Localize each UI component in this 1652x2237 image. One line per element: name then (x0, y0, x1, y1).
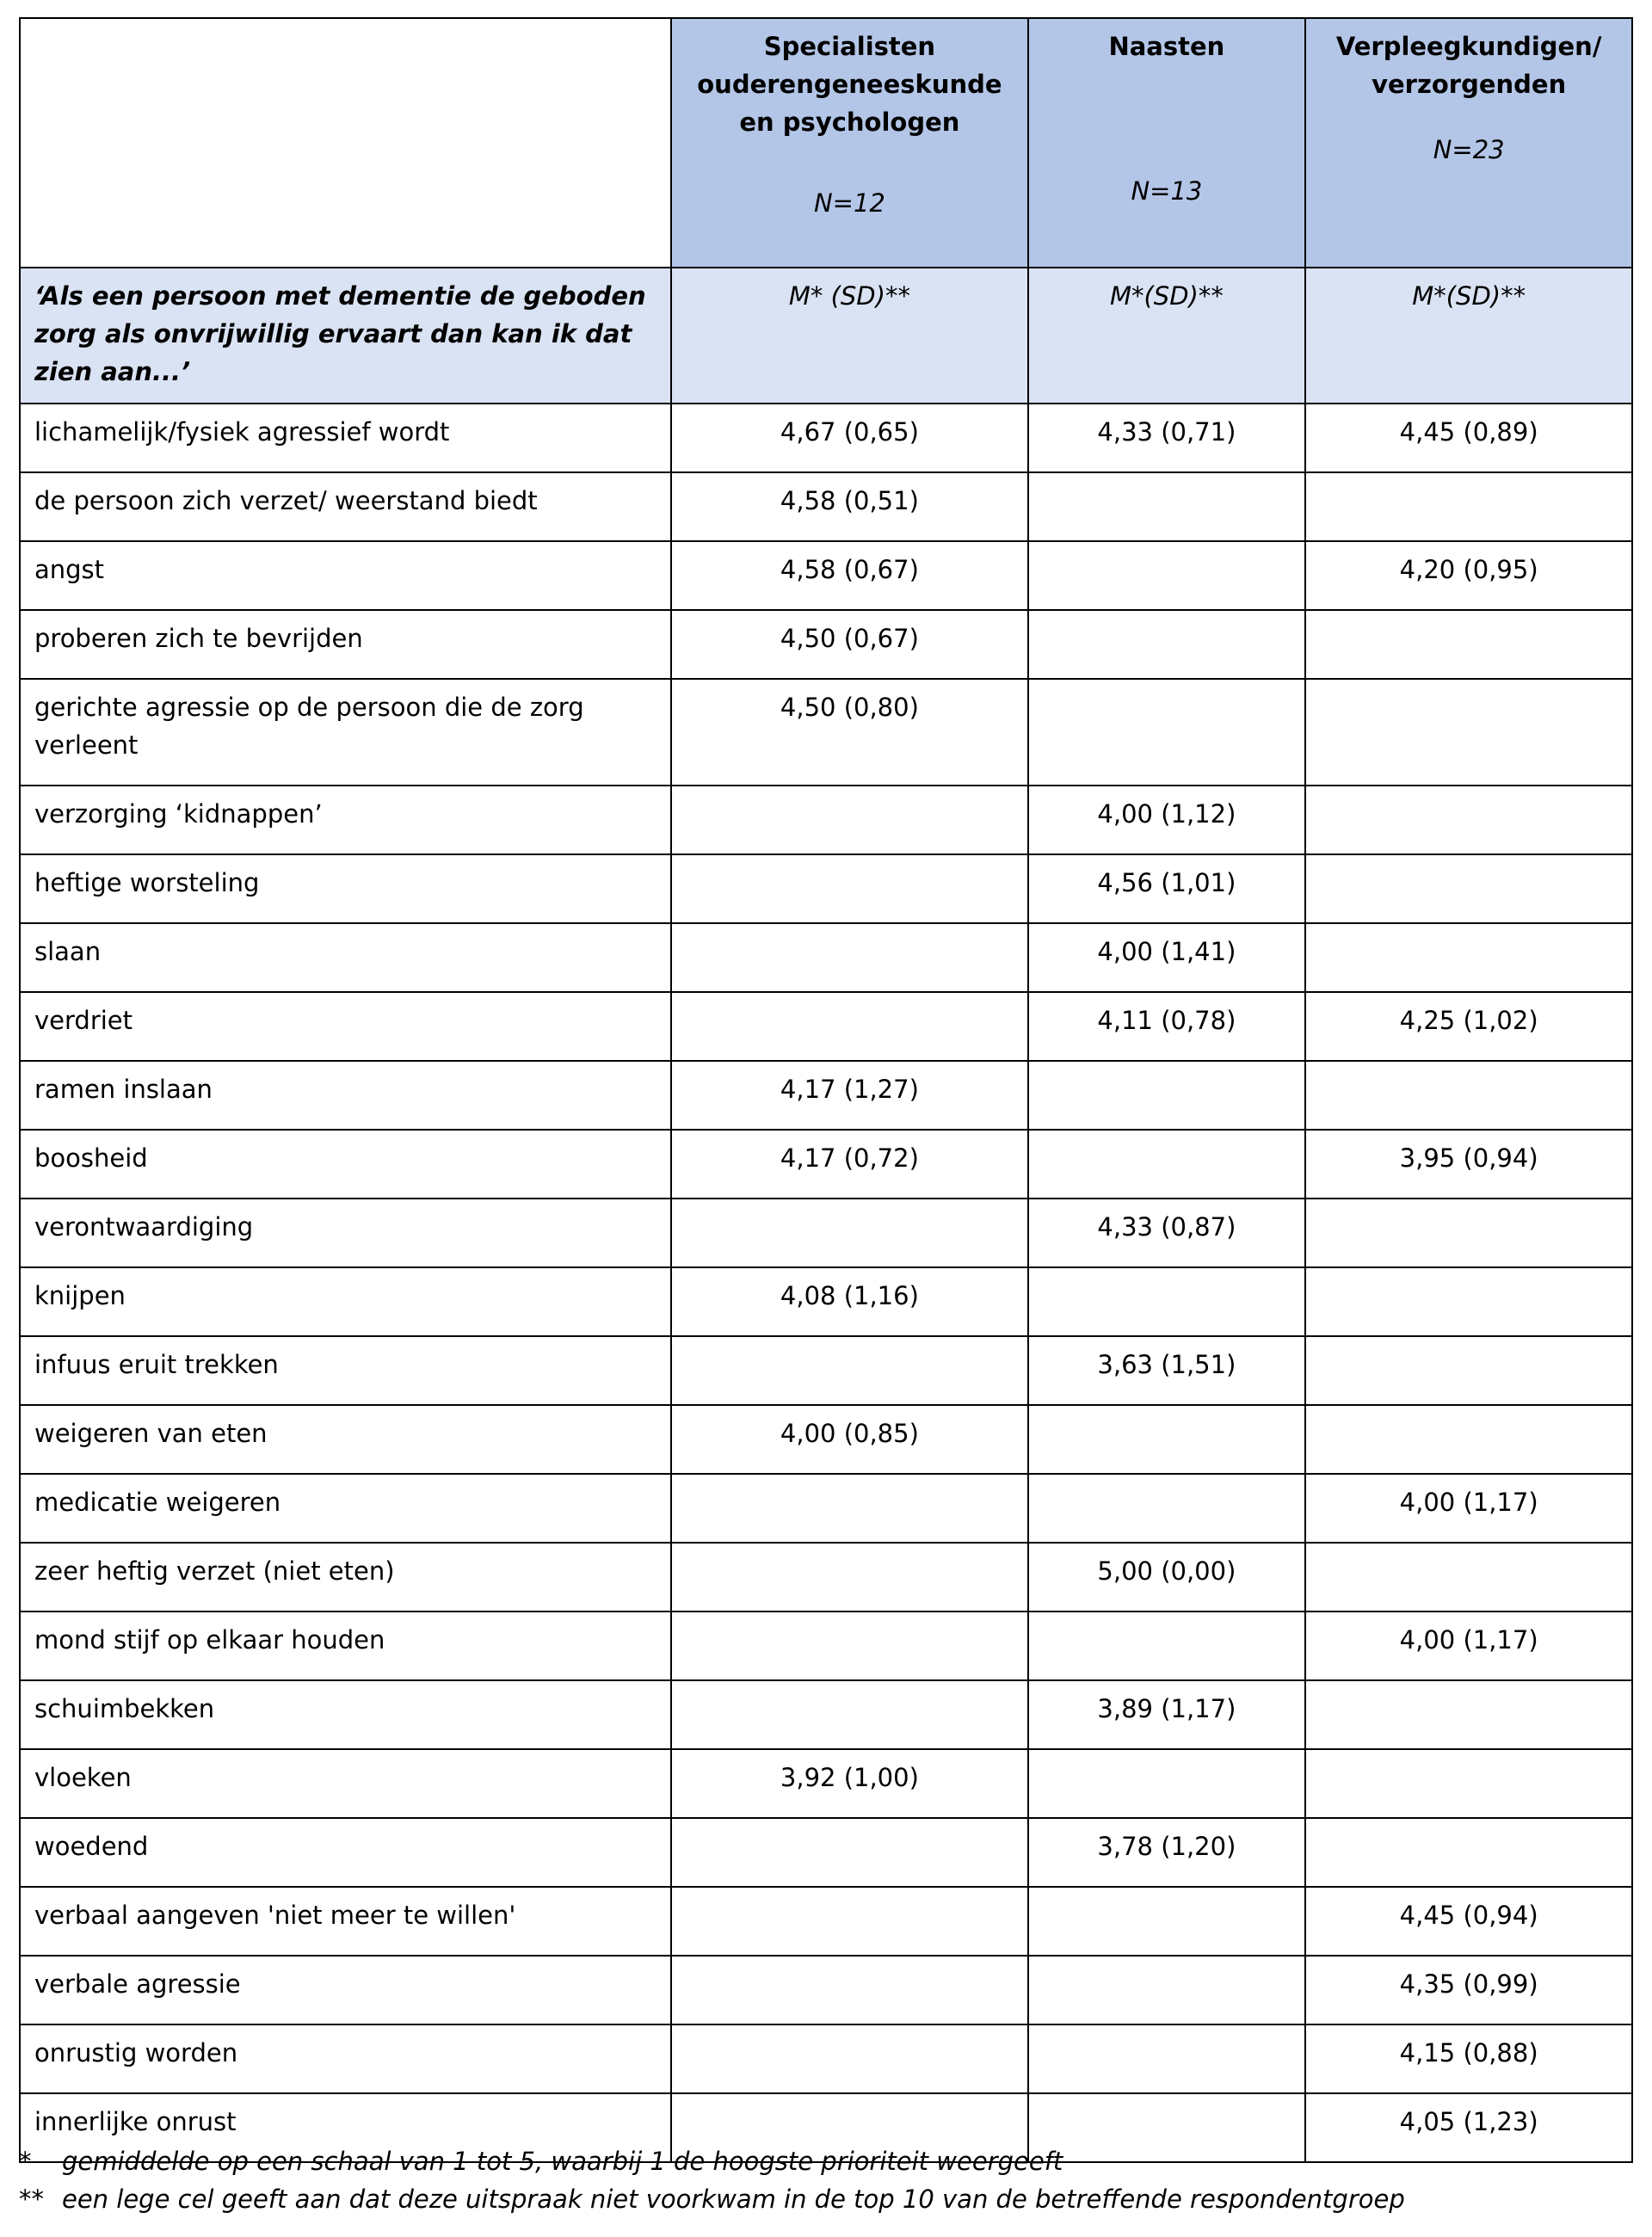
value-nurses: 4,45 (0,94) (1305, 1887, 1632, 1956)
table-body (20, 268, 1632, 2162)
value-specialists: 4,00 (0,85) (671, 1405, 1027, 1474)
value-specialists (671, 992, 1027, 1061)
row-label: verontwaardiging (20, 1199, 671, 1267)
table-row (20, 1543, 1632, 1612)
value-nurses (1305, 1749, 1632, 1818)
value-relatives: 4,33 (0,71) (1028, 404, 1306, 472)
row-label: innerlijke onrust (20, 2093, 671, 2162)
table-row (20, 786, 1632, 854)
row-label: zeer heftig verzet (niet eten) (20, 1543, 671, 1612)
value-specialists: 3,92 (1,00) (671, 1749, 1027, 1818)
row-label: ramen inslaan (20, 1061, 671, 1130)
row-label: verzorging ‘kidnappen’ (20, 786, 671, 854)
row-label: lichamelijk/fysiek agressief wordt (20, 404, 671, 472)
value-specialists (671, 1956, 1027, 2024)
row-label: mond stijf op elkaar houden (20, 1612, 671, 1680)
value-nurses: 3,95 (0,94) (1305, 1130, 1632, 1199)
value-relatives: 4,00 (1,41) (1028, 923, 1306, 992)
value-nurses: 4,00 (1,17) (1305, 1474, 1632, 1543)
table-row (20, 1130, 1632, 1199)
row-label: angst (20, 541, 671, 610)
value-nurses (1305, 854, 1632, 923)
table-row (20, 1612, 1632, 1680)
value-relatives (1028, 679, 1306, 786)
row-label: gerichte agressie op de persoon die de zorg verleent (20, 679, 671, 786)
row-label: proberen zich te bevrijden (20, 610, 671, 679)
header-relatives-title: Naasten (1108, 32, 1225, 61)
value-nurses (1305, 1061, 1632, 1130)
table-row (20, 1336, 1632, 1405)
table-row (20, 992, 1632, 1061)
value-relatives (1028, 1405, 1306, 1474)
value-nurses: 4,45 (0,89) (1305, 404, 1632, 472)
value-nurses (1305, 923, 1632, 992)
header-relatives (1028, 18, 1306, 268)
row-label: medicatie weigeren (20, 1474, 671, 1543)
footnote-text: een lege cel geeft aan dat deze uitspraak niet voorkwam in de top 10 van de betreffende respondentgroep (62, 2185, 1405, 2214)
table-row (20, 679, 1632, 786)
value-specialists: 4,17 (0,72) (671, 1130, 1027, 1199)
prompt-cell: ‘Als een persoon met dementie de geboden zorg als onvrijwillig ervaart dan kan ik dat zien aan...’ (20, 268, 671, 404)
table-row (20, 1267, 1632, 1336)
value-specialists: 4,58 (0,51) (671, 472, 1027, 541)
value-relatives (1028, 1887, 1306, 1956)
table-row (20, 1887, 1632, 1956)
header-nurses-title: Verpleegkundigen/ verzorgenden (1335, 32, 1602, 99)
value-nurses (1305, 1336, 1632, 1405)
row-label: verdriet (20, 992, 671, 1061)
value-nurses: 4,00 (1,17) (1305, 1612, 1632, 1680)
value-specialists: 4,17 (1,27) (671, 1061, 1027, 1130)
footnote (19, 2142, 1633, 2180)
value-nurses: 4,35 (0,99) (1305, 1956, 1632, 2024)
row-label: infuus eruit trekken (20, 1336, 671, 1405)
row-label: de persoon zich verzet/ weerstand biedt (20, 472, 671, 541)
value-relatives (1028, 1612, 1306, 1680)
value-nurses: 4,05 (1,23) (1305, 2093, 1632, 2162)
row-label: slaan (20, 923, 671, 992)
value-specialists (671, 1474, 1027, 1543)
value-specialists (671, 1336, 1027, 1405)
value-specialists (671, 1680, 1027, 1749)
value-relatives: 3,63 (1,51) (1028, 1336, 1306, 1405)
value-specialists: 4,50 (0,80) (671, 679, 1027, 786)
value-relatives (1028, 2024, 1306, 2093)
value-nurses (1305, 610, 1632, 679)
table-row (20, 854, 1632, 923)
value-specialists (671, 1612, 1027, 1680)
footnote-mark: ** (19, 2185, 44, 2214)
footnote (19, 2180, 1633, 2218)
header-nurses (1305, 18, 1632, 268)
value-nurses (1305, 679, 1632, 786)
footnote-mark: * (19, 2147, 32, 2176)
header-specialists-n: N=12 (813, 188, 885, 218)
value-relatives (1028, 1749, 1306, 1818)
table-row (20, 1474, 1632, 1543)
value-relatives: 4,11 (0,78) (1028, 992, 1306, 1061)
value-nurses (1305, 1405, 1632, 1474)
row-label: woedend (20, 1818, 671, 1887)
table-row (20, 1061, 1632, 1130)
header-specialists (671, 18, 1027, 268)
table-row (20, 1818, 1632, 1887)
value-relatives (1028, 1474, 1306, 1543)
header-nurses-n: N=23 (1433, 135, 1505, 164)
subheader-row (20, 268, 1632, 404)
value-specialists: 4,58 (0,67) (671, 541, 1027, 610)
value-relatives: 3,78 (1,20) (1028, 1818, 1306, 1887)
value-nurses (1305, 1543, 1632, 1612)
value-relatives (1028, 1130, 1306, 1199)
value-relatives: 4,56 (1,01) (1028, 854, 1306, 923)
value-relatives: 3,89 (1,17) (1028, 1680, 1306, 1749)
value-relatives: 4,00 (1,12) (1028, 786, 1306, 854)
value-nurses (1305, 786, 1632, 854)
row-label: boosheid (20, 1130, 671, 1199)
value-nurses (1305, 1267, 1632, 1336)
value-relatives (1028, 541, 1306, 610)
header-specialists-title: Specialisten ouderengeneeskunde en psychologen (697, 32, 1002, 137)
row-label: heftige worsteling (20, 854, 671, 923)
value-specialists (671, 786, 1027, 854)
table-row (20, 923, 1632, 992)
table-row (20, 1405, 1632, 1474)
value-nurses: 4,20 (0,95) (1305, 541, 1632, 610)
value-specialists (671, 854, 1027, 923)
value-specialists (671, 1818, 1027, 1887)
row-label: knijpen (20, 1267, 671, 1336)
stat-label-specialists: M* (SD)** (671, 268, 1027, 404)
value-nurses (1305, 1818, 1632, 1887)
table-row (20, 1749, 1632, 1818)
value-specialists: 4,67 (0,65) (671, 404, 1027, 472)
table-row (20, 1680, 1632, 1749)
row-label: schuimbekken (20, 1680, 671, 1749)
value-relatives (1028, 610, 1306, 679)
value-specialists (671, 2024, 1027, 2093)
value-nurses (1305, 1680, 1632, 1749)
results-table (19, 17, 1633, 2163)
value-relatives (1028, 1267, 1306, 1336)
table-row (20, 1956, 1632, 2024)
table-row (20, 472, 1632, 541)
value-specialists (671, 1199, 1027, 1267)
value-specialists (671, 1543, 1027, 1612)
header-row (20, 18, 1632, 268)
header-relatives-n: N=13 (1131, 176, 1203, 206)
table-row (20, 610, 1632, 679)
value-relatives (1028, 472, 1306, 541)
row-label: onrustig worden (20, 2024, 671, 2093)
value-relatives (1028, 1061, 1306, 1130)
value-nurses: 4,15 (0,88) (1305, 2024, 1632, 2093)
row-label: weigeren van eten (20, 1405, 671, 1474)
value-relatives: 5,00 (0,00) (1028, 1543, 1306, 1612)
value-nurses (1305, 472, 1632, 541)
value-specialists (671, 923, 1027, 992)
stat-label-relatives: M*(SD)** (1028, 268, 1306, 404)
value-nurses: 4,25 (1,02) (1305, 992, 1632, 1061)
value-specialists (671, 1887, 1027, 1956)
value-nurses (1305, 1199, 1632, 1267)
stat-label-nurses: M*(SD)** (1305, 268, 1632, 404)
value-specialists: 4,08 (1,16) (671, 1267, 1027, 1336)
table-row (20, 541, 1632, 610)
table-row (20, 2024, 1632, 2093)
value-relatives: 4,33 (0,87) (1028, 1199, 1306, 1267)
row-label: verbaal aangeven 'niet meer te willen' (20, 1887, 671, 1956)
value-specialists: 4,50 (0,67) (671, 610, 1027, 679)
value-relatives (1028, 1956, 1306, 2024)
table-row (20, 1199, 1632, 1267)
row-label: verbale agressie (20, 1956, 671, 2024)
table-row (20, 404, 1632, 472)
row-label: vloeken (20, 1749, 671, 1818)
footnote-text: gemiddelde op een schaal van 1 tot 5, waarbij 1 de hoogste prioriteit weergeeft (62, 2147, 1063, 2176)
footnotes (19, 2142, 1633, 2218)
header-blank-cell (20, 18, 671, 268)
